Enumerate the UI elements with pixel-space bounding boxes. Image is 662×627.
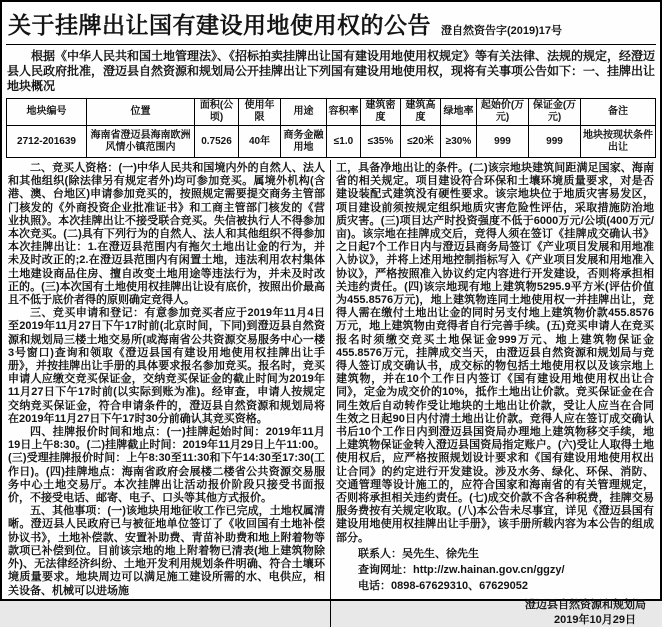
signature-organization: 澄迈县自然资源和规划局 bbox=[525, 598, 646, 611]
cell-location: 海南省澄迈县海南欧洲风情小镇范围内 bbox=[87, 126, 195, 158]
cell-parcel-id: 2712-201639 bbox=[7, 126, 87, 158]
cell-use: 商务金融用地 bbox=[281, 126, 327, 158]
col-header-building-density: 建筑密度 bbox=[361, 99, 401, 126]
table-row bbox=[7, 126, 656, 158]
land-parcel-table bbox=[6, 98, 656, 158]
page-title: 关于挂牌出让国有建设用地使用权的公告 bbox=[8, 12, 431, 38]
col-header-use: 用途 bbox=[281, 99, 327, 126]
col-header-building-height: 建筑高度 bbox=[401, 99, 441, 126]
col-header-remarks: 备注 bbox=[581, 99, 656, 126]
paragraph-application-registration: 三、竞买申请和登记：有意参加竞买者应于2019年11月4日至2019年11月27日下午17时前(北京时间，下同)到澄迈县自然资源和规划局三楼土地交易所(或海南省公共资源交易服务中心一楼3号窗口)查询和领取《澄迈县国有建设用地使用权挂牌出让手册》，并按挂牌出让手册的具体要求报名参加竞买。报名时，竞买申请人应缴交竞买保证金，交纳竞买保证金的截止时间为2019年11月27日下午17时前(以实际到账为准)。经审查，申请人按规定交纳竞买保证金，符合申请条件的，澄迈县自然资源和规划局将在2019年11月27日下午17时30分前确认其竞买资格。 bbox=[8, 307, 325, 425]
paragraph-listing-time-place: 四、挂牌报价时间和地点：(一)挂牌起始时间：2019年11月19日上午8:30。(二)挂牌截止时间：2019年11月29日上午11:00。(三)受理挂牌报价时间：上午8:30至11:30和下午14:30至17:30(工作日)。(四)挂牌地点：海南省政府会展楼二楼省公共资源交易服务中心土地交易厅。本次挂牌出让活动报价阶段只接受书面报价，不接受电话、邮寄、电子、口头等其他方式报价。 bbox=[8, 426, 325, 505]
paragraph-other-matters-continued: 工，具备净地出让的条件。(二)该宗地块建筑间距满足国家、海南省的相关规定。项目建设符合环保和土壤环境质量要求，对是否建设装配式建筑没有硬性要求。该宗地块位于地质灾害易发区，项目建设前须按规定组织地质灾害危险性评估，采取措施防治地质灾害。(三)项目达产时投资强度不低于6000万元/公顷(400万元/亩)。该宗地在挂牌成交后，竞得人须在签订《挂牌成交确认书》之日起7个工作日内与澄迈县商务局签订《产业项目发展和用地准入协议》，并将上述用地控制指标写入《产业项目发展和用地准入协议》，严格按照准入协议约定内容进行开发建设，否则将承担相关违约责任。(四)该宗地现有地上建筑物5295.9平方米(评估价值为455.8576万元)，地上建筑物连同土地使用权一并挂牌出让，竞得人需在缴付土地出让金的同时另支付地上建筑物价款455.8576万元，地上建筑物由竞得者自行完善手续。(五)竞买申请人在竞买报名时须缴交竞买土地保证金999万元、地上建筑物保证金455.8576万元，挂牌成交当天，由澄迈县自然资源和规划局与竞得人签订成交确认书，成交标的物包括土地使用权以及该宗地上建筑物，并在10个工作日内签订《国有建设用地使用权出让合同》，定金为成交价的10%，抵作土地出让价款。竞买保证金在合同生效后自动转作受让地块的土地出让价款，受让人应当在合同生效之日起90日内付清土地出让价款。竞得人应在签订成交确认书后10个工作日内到澄迈县国资局办理地上建筑物移交手续，地上建筑物保证金转入澄迈县国资局指定账户。(六)受让人取得土地使用权后，应严格按照规划设计要求和《国有建设用地使用权出让合同》的约定进行开发建设。涉及水务、绿化、环保、消防、交通管理等设计施工的，应符合国家和海南省的有关管理规定，否则将承担相关违约责任。(七)成交价款不含各种税费，挂牌交易服务费按有关规定收取。(八)本公告未尽事宜，详见《澄迈县国有建设用地使用权挂牌出让手册》，该手册所载内容为本公告的组成部分。 bbox=[336, 162, 654, 544]
col-header-starting-price: 起始价(万元) bbox=[477, 99, 529, 126]
col-header-location: 位置 bbox=[87, 99, 195, 126]
col-header-deposit: 保证金(万元) bbox=[529, 99, 581, 126]
body-columns bbox=[6, 158, 656, 627]
col-header-plot-ratio: 容积率 bbox=[327, 99, 361, 126]
contact-person-line: 联系人：吴先生、徐先生 bbox=[358, 547, 479, 560]
paragraph-other-matters: 五、其他事项：(一)该地块用地征收工作已完成，土地权属清晰。澄迈县人民政府已与被征地单位签订了《收回国有土地补偿协议书》，土地补偿款、安置补助费、青苗补助费和地上附着物等款项已补偿到位。目前该宗地的地上附着物已清表(地上建筑物除外)、无法律经济纠纷、土地开发利用规划条件明确、符合土壤环境质量要求。地块周边可以满足施工建设所需的水、电供应，相关设备、机械可以进场施 bbox=[8, 505, 325, 597]
signature-date: 2019年10月29日 bbox=[554, 613, 636, 626]
contact-phone-line: 电话：0898-67629310、67629052 bbox=[358, 580, 529, 593]
announcement-header bbox=[6, 4, 656, 45]
cell-area: 0.7526 bbox=[195, 126, 239, 158]
cell-remarks: 地块按现状条件出让 bbox=[581, 126, 656, 158]
right-column bbox=[331, 160, 656, 627]
document-number: 澄自然资告字(2019)17号 bbox=[441, 25, 563, 37]
col-header-green-rate: 绿地率 bbox=[441, 99, 477, 126]
cell-plot-ratio: ≤1.0 bbox=[327, 126, 361, 158]
col-header-parcel-id: 地块编号 bbox=[7, 99, 87, 126]
intro-paragraph: 根据《中华人民共和国土地管理法》、《招标拍卖挂牌出让国有建设用地使用权规定》等有关法律、法规的规定，经澄迈县人民政府批准，澄迈县自然资源和规划局公开挂牌出让下列国有建设用地使用权，现将有关事项公告如下：一、挂牌出让地块概况 bbox=[7, 49, 656, 93]
cell-starting-price: 999 bbox=[477, 126, 529, 158]
col-header-term: 使用年限 bbox=[239, 99, 281, 126]
contact-website-line: 查询网址：http://zw.hainan.gov.cn/ggzy/ bbox=[358, 564, 565, 577]
paragraph-bidder-qualification: 二、竞买人资格：(一)中华人民共和国境内外的自然人、法人和其他组织(除法律另有规定者外)均可参加竞买。属境外机构(含港、澳、台地区)申请参加竞买的，按照规定需要提交商务主管部门核发的《外商投资企业批准证书》和工商主管部门核发的《营业执照》。本次挂牌出让不接受联合竞买。失信被执行人不得参加本次竞买。(二)具有下列行为的自然人、法人和其他组织不得参加本次挂牌出让：1.在澄迈县范围内有拖欠土地出让金的行为，并未及时改正的;2.在澄迈县范围内有闲置土地，违法利用农村集体土地建设商品住房、擅自改变土地用途等违法行为，并未及时改正的。(三)本次国有土地使用权挂牌出让设有底价，按照出价最高且不低于底价者得的原则确定竞得人。 bbox=[8, 162, 325, 307]
cell-building-density: ≤35% bbox=[361, 126, 401, 158]
table-header-row bbox=[7, 99, 656, 126]
left-column bbox=[6, 160, 331, 627]
cell-building-height: ≤20米 bbox=[401, 126, 441, 158]
cell-term: 40年 bbox=[239, 126, 281, 158]
cell-green-rate: ≥30% bbox=[441, 126, 477, 158]
cell-deposit: 999 bbox=[529, 126, 581, 158]
col-header-area: 面积(公顷) bbox=[195, 99, 239, 126]
